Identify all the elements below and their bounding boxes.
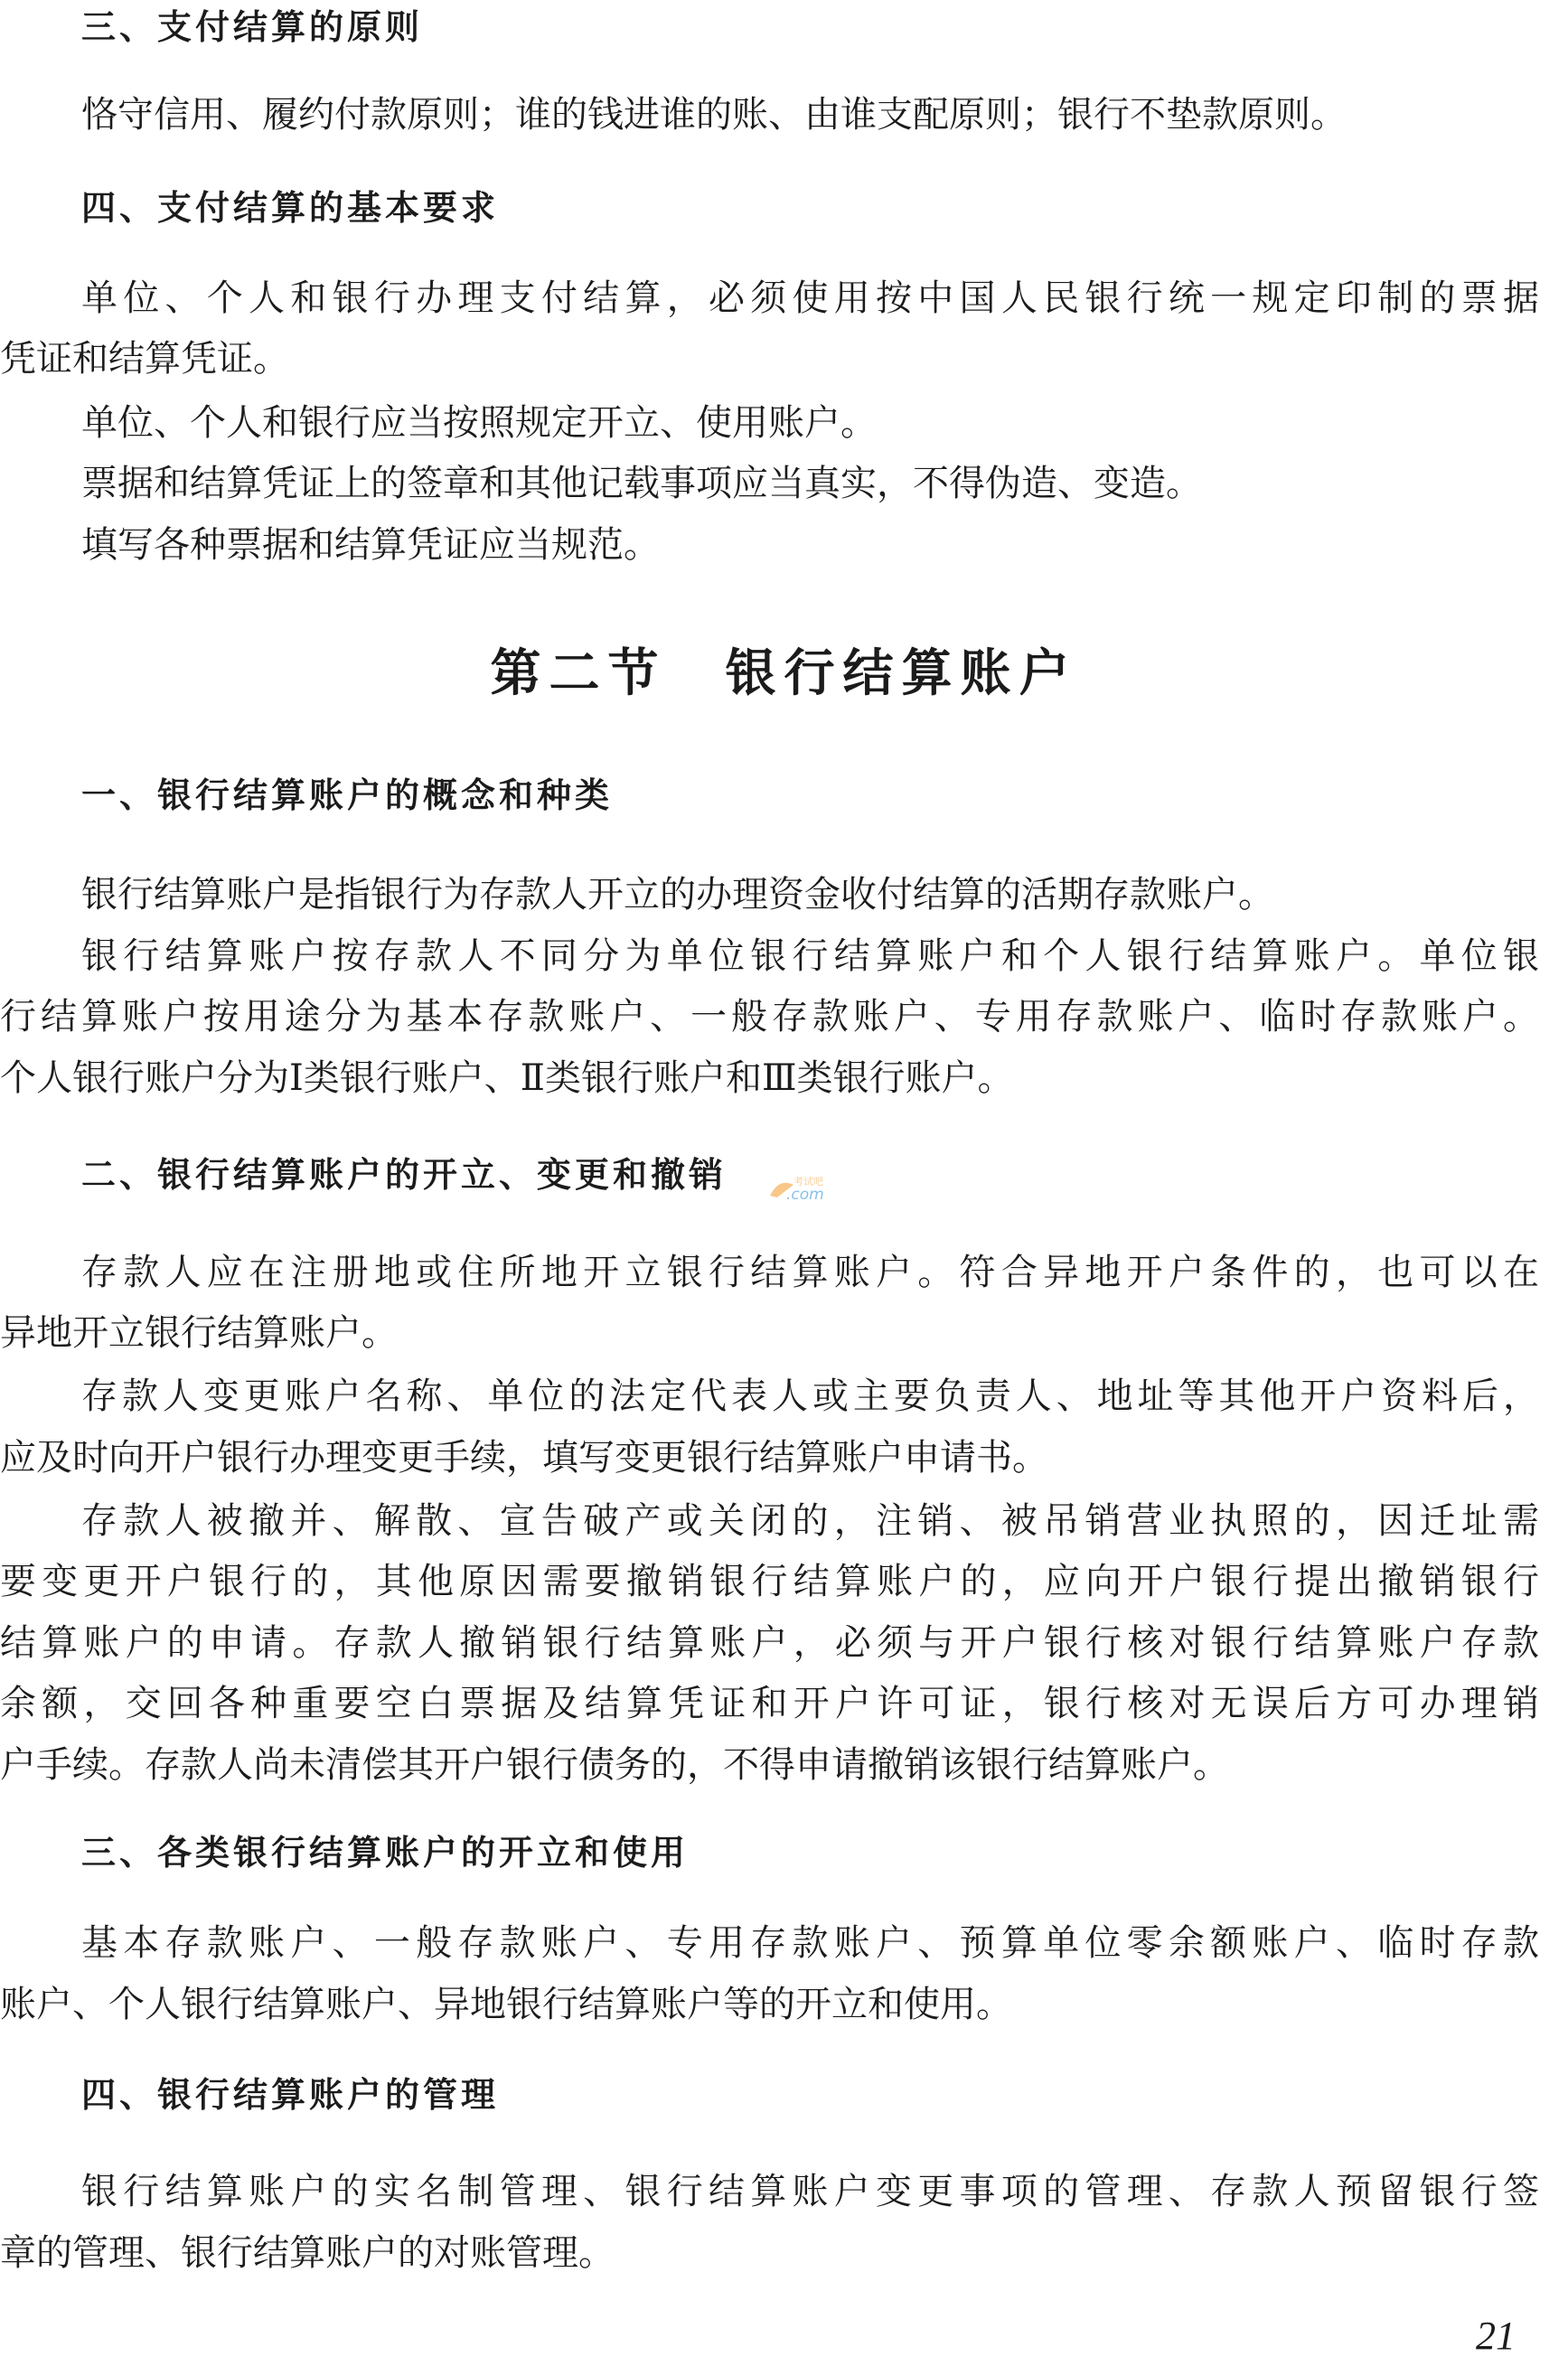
paragraph-line: 个人银行账户分为Ⅰ类银行账户、Ⅱ类银行账户和Ⅲ类银行账户。 — [0, 1057, 1014, 1099]
paragraph-line: 章的管理、银行结算账户的对账管理。 — [0, 2232, 615, 2274]
section-heading-basic-requirements: 四、支付结算的基本要求 — [81, 188, 500, 228]
paragraph-line: 单位、个人和银行应当按照规定开立、使用账户。 — [81, 402, 877, 444]
paragraph-payment-principles: 恪守信用、履约付款原则；谁的钱进谁的账、由谁支配原则；银行不垫款原则。 — [81, 94, 1347, 136]
paragraph-line: 行结算账户按用途分为基本存款账户、一般存款账户、专用存款账户、临时存款账户。 — [0, 996, 1539, 1037]
paragraph-line: 票据和结算凭证上的签章和其他记载事项应当真实，不得伪造、变造。 — [81, 463, 1202, 504]
paragraph-line: 异地开立银行结算账户。 — [0, 1312, 398, 1354]
section-heading-account-management: 四、银行结算账户的管理 — [81, 2075, 500, 2115]
paragraph-line: 凭证和结算凭证。 — [0, 338, 289, 380]
paragraph-line: 余额，交回各种重要空白票据及结算凭证和开户许可证，银行核对无误后方可办理销 — [0, 1683, 1539, 1724]
svg-text:考试吧: 考试吧 — [793, 1176, 823, 1188]
paragraph-line: 存款人变更账户名称、单位的法定代表人或主要负责人、地址等其他开户资料后， — [81, 1375, 1539, 1417]
section-heading-open-change-close: 二、银行结算账户的开立、变更和撤销 — [81, 1155, 728, 1195]
watermark-logo — [766, 1172, 839, 1203]
section-heading-concept-types: 一、银行结算账户的概念和种类 — [81, 775, 614, 815]
paragraph-line: 单位、个人和银行办理支付结算，必须使用按中国人民银行统一规定印制的票据 — [81, 277, 1539, 319]
paragraph-line: 存款人应在注册地或住所地开立银行结算账户。符合异地开户条件的，也可以在 — [81, 1252, 1539, 1293]
paragraph-line: 存款人被撤并、解散、宣告破产或关闭的，注销、被吊销营业执照的，因迁址需 — [81, 1500, 1539, 1542]
paragraph-line: 户手续。存款人尚未清偿其开户银行债务的，不得申请撤销该银行结算账户。 — [0, 1744, 1229, 1786]
paragraph-line: 基本存款账户、一般存款账户、专用存款账户、预算单位零余额账户、临时存款 — [81, 1922, 1539, 1964]
paragraph-line: 要变更开户银行的，其他原因需要撤销银行结算账户的，应向开户银行提出撤销银行 — [0, 1561, 1539, 1602]
paragraph-line: 填写各种票据和结算凭证应当规范。 — [81, 524, 660, 566]
chapter-title: 第二节 银行结算账户 — [490, 643, 1078, 703]
paragraph-line: 银行结算账户按存款人不同分为单位银行结算账户和个人银行结算账户。单位银 — [81, 935, 1539, 977]
section-heading-opening-and-use: 三、各类银行结算账户的开立和使用 — [81, 1833, 690, 1873]
section-heading-payment-principles: 三、支付结算的原则 — [81, 7, 424, 47]
paragraph-line: 结算账户的申请。存款人撤销银行结算账户，必须与开户银行核对银行结算账户存款 — [0, 1622, 1539, 1664]
page-number: 21 — [1476, 2314, 1516, 2358]
paragraph-line: 应及时向开户银行办理变更手续，填写变更银行结算账户申请书。 — [0, 1437, 1048, 1479]
paragraph-line: 银行结算账户的实名制管理、银行结算账户变更事项的管理、存款人预留银行签 — [81, 2171, 1539, 2212]
paragraph-line: 银行结算账户是指银行为存款人开立的办理资金收付结算的活期存款账户。 — [81, 874, 1274, 915]
watermark-text: .com — [786, 1186, 824, 1203]
paragraph-line: 账户、个人银行结算账户、异地银行结算账户等的开立和使用。 — [0, 1984, 1012, 2025]
